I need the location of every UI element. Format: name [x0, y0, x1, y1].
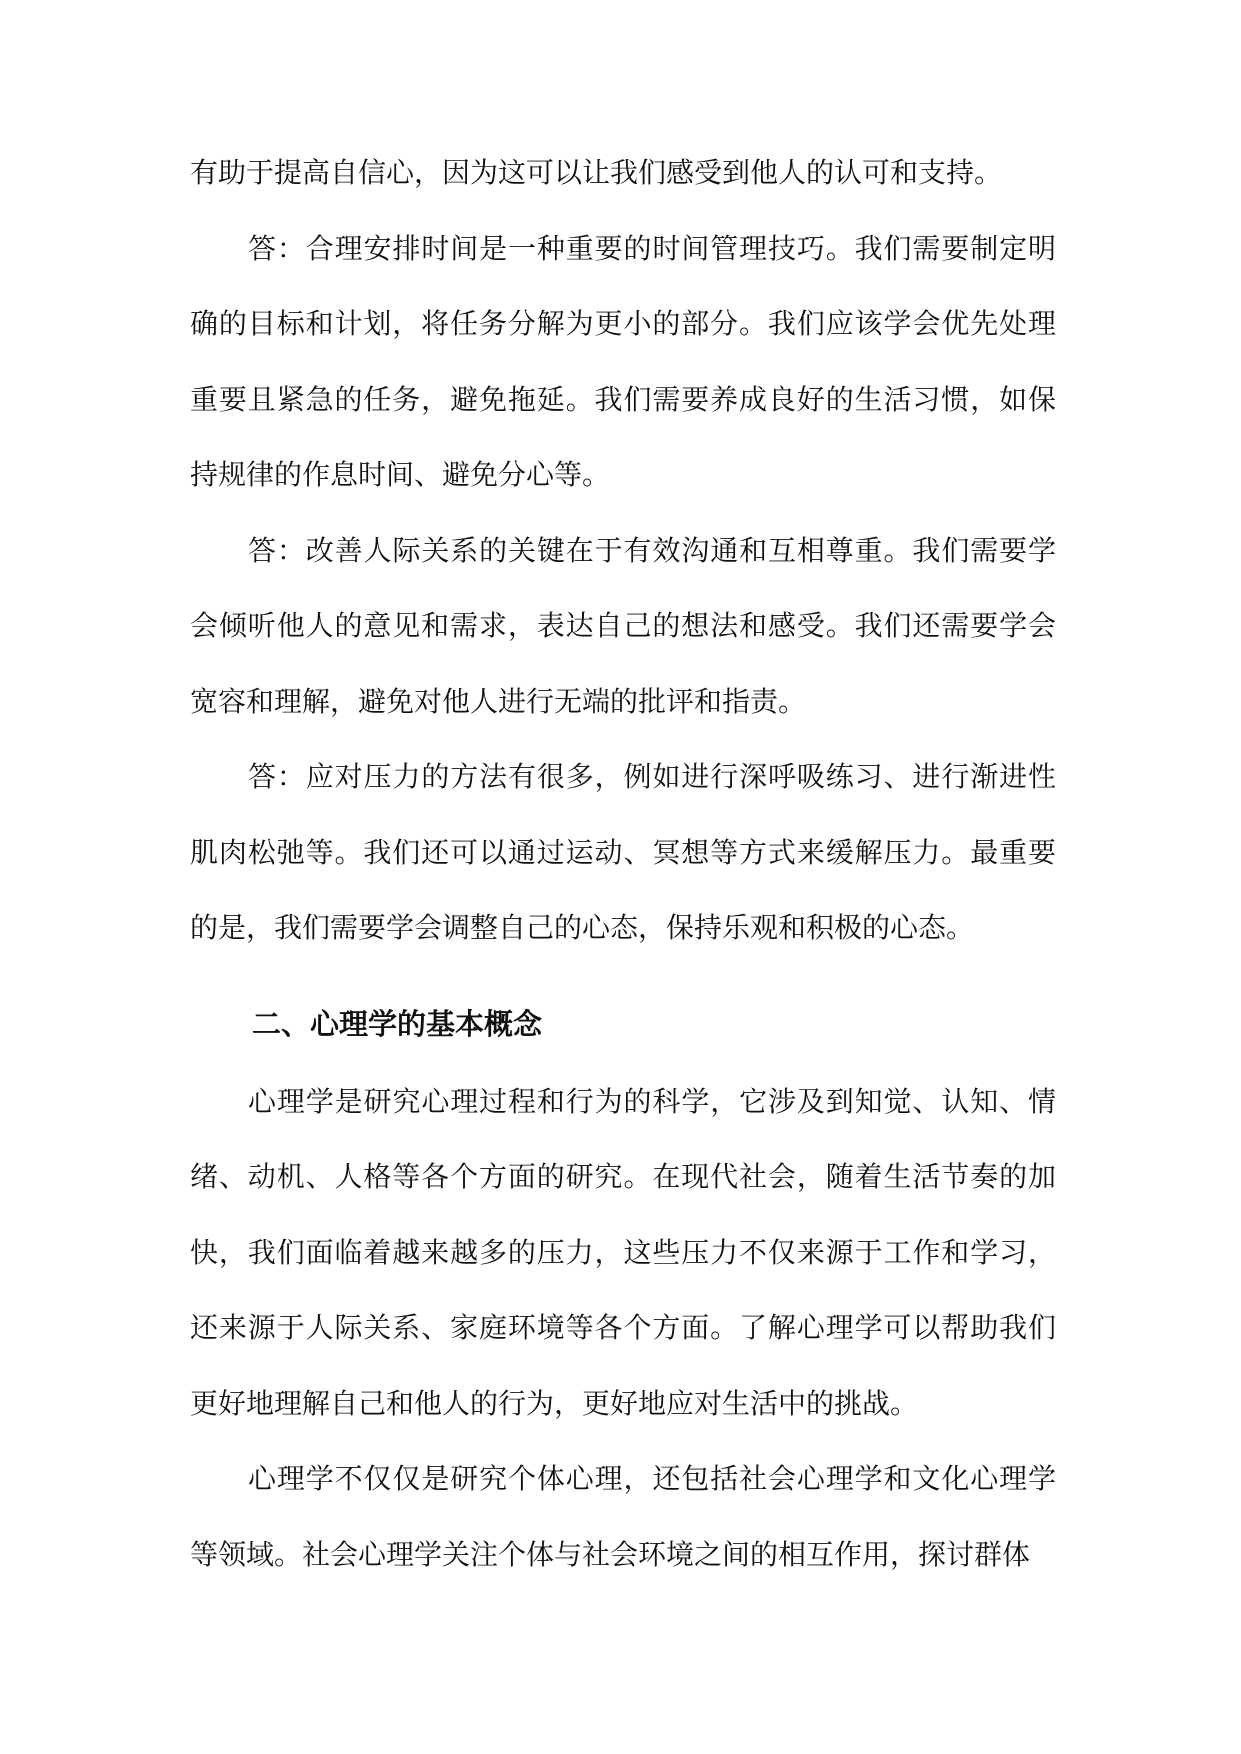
paragraph-3: 答：改善人际关系的关键在于有效沟通和互相尊重。我们需要学会倾听他人的意见和需求，表达自己的想法和感受。我们还需要学会宽容和理解，避免对他人进行无端的批评和指责。 — [190, 533, 1056, 718]
paragraph-2: 答：合理安排时间是一种重要的时间管理技巧。我们需要制定明确的目标和计划，将任务分解为更小的部分。我们应该学会优先处理重要且紧急的任务，避免拖延。我们需要养成良好的生活习惯，如保持规律的作息时间、避免分心等。 — [190, 231, 1056, 491]
paragraph-4: 答：应对压力的方法有很多，例如进行深呼吸练习、进行渐进性肌肉松弛等。我们还可以通过运动、冥想等方式来缓解压力。最重要的是，我们需要学会调整自己的心态，保持乐观和积极的心态。 — [190, 760, 1056, 944]
document-page — [190, 135, 1056, 1592]
paragraph-1: 有助于提高自信心，因为这可以让我们感受到他人的认可和支持。 — [190, 156, 1003, 189]
paragraph-5: 心理学是研究心理过程和行为的科学，它涉及到知觉、认知、情绪、动机、人格等各个方面的研究。在现代社会，随着生活节奏的加快，我们面临着越来越多的压力，这些压力不仅来源于工作和学习，还来源于人际关系、家庭环境等各个方面。了解心理学可以帮助我们更好地理解自己和他人的行为，更好地应对生活中的挑战。 — [190, 1084, 1056, 1420]
section-heading: 二、心理学的基本概念 — [252, 1006, 543, 1041]
paragraph-6: 心理学不仅仅是研究个体心理，还包括社会心理学和文化心理学等领域。社会心理学关注个体与社会环境之间的相互作用，探讨群体 — [190, 1462, 1056, 1571]
